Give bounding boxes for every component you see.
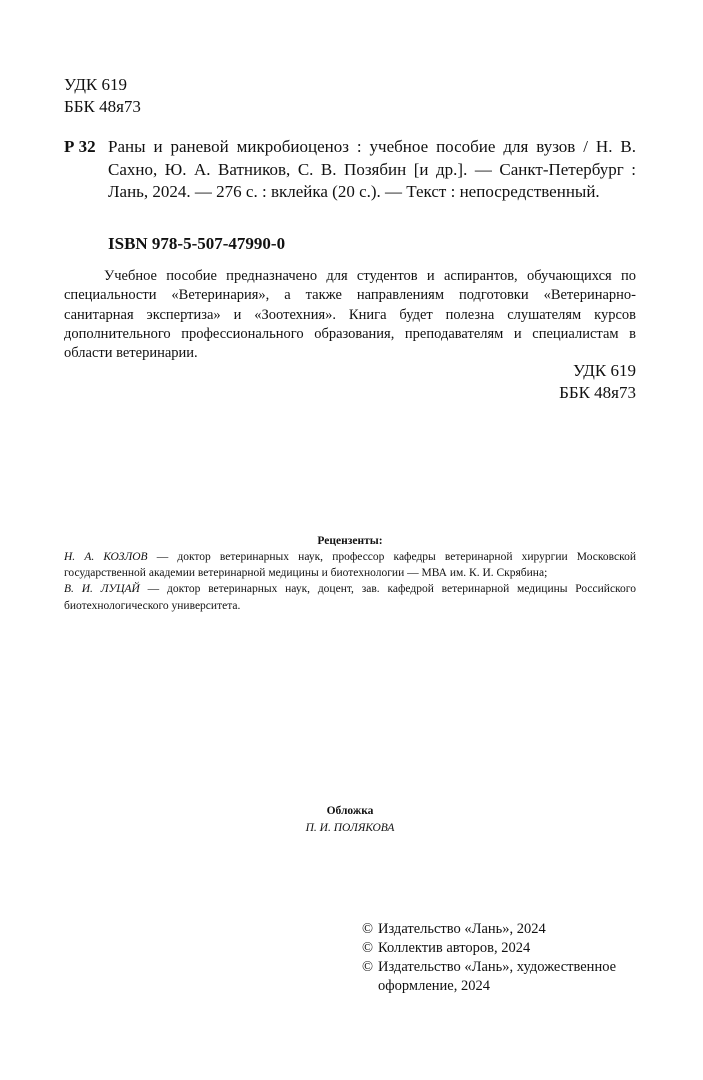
bibliographic-record: Раны и раневой микробиоценоз : учебное пособие для вузов / Н. В. Сахно, Ю. А. Ватников, С. В. Позябин [и др.]. — Санкт-Петербург : Лань, 2024. — 276 с. : вклейка (20 с.). — Текст : непосредственный. (108, 137, 636, 201)
cover-artist-name: П. И. ПОЛЯКОВА (305, 822, 395, 834)
cover-credit-title: Обложка (326, 805, 374, 817)
copyright-text: Коллектив авторов, 2024 (378, 940, 531, 956)
classification-codes-top (64, 74, 141, 118)
bbk-code-right: ББК 48я73 (559, 383, 636, 402)
reviewer-entry (64, 549, 636, 581)
isbn: ISBN 978-5-507-47990-0 (108, 234, 286, 253)
reviewers-list (64, 549, 636, 614)
copyright-text: Издательство «Лань», художественное оформление, 2024 (378, 959, 617, 994)
copyright-line (362, 920, 652, 939)
bbk-code: ББК 48я73 (64, 97, 141, 116)
reviewer-description: — доктор ветеринарных наук, доцент, зав. кафедрой ветеринарной медицины Российского биотехнологического университета. (64, 583, 636, 612)
udk-code: УДК 619 (64, 75, 128, 94)
copyright-sign: © (362, 921, 374, 937)
classification-codes-bottom (559, 360, 636, 404)
copyright-sign: © (362, 959, 374, 975)
copyright-sign: © (362, 940, 374, 956)
reviewer-name: В. И. ЛУЦАЙ (64, 583, 140, 596)
copyright-line (362, 939, 652, 958)
author-cipher: Р 32 (64, 137, 96, 156)
copyright-line (362, 958, 652, 996)
copyright-text: Издательство «Лань», 2024 (378, 921, 546, 937)
reviewer-entry (64, 581, 636, 613)
copyright-block (362, 920, 652, 996)
annotation: Учебное пособие предназначено для студентов и аспирантов, обучающихся по специальности «Ветеринария», а также направлениям подготовки «Ветеринарно-санитарная экспертиза» и «Зоотехния». Книга будет полезна слушателям курсов дополнительного профессионального образования, преподавателям и специалистам в области ветеринарии. (64, 268, 636, 362)
reviewers-title: Рецензенты: (317, 535, 383, 547)
reviewer-description: — доктор ветеринарных наук, профессор кафедры ветеринарной хирургии Московской государственной академии ветеринарной медицины и биотехнологии — МВА им. К. И. Скрябина; (64, 551, 637, 580)
reviewer-name: Н. А. КОЗЛОВ (64, 551, 148, 563)
udk-code-right: УДК 619 (572, 361, 636, 380)
